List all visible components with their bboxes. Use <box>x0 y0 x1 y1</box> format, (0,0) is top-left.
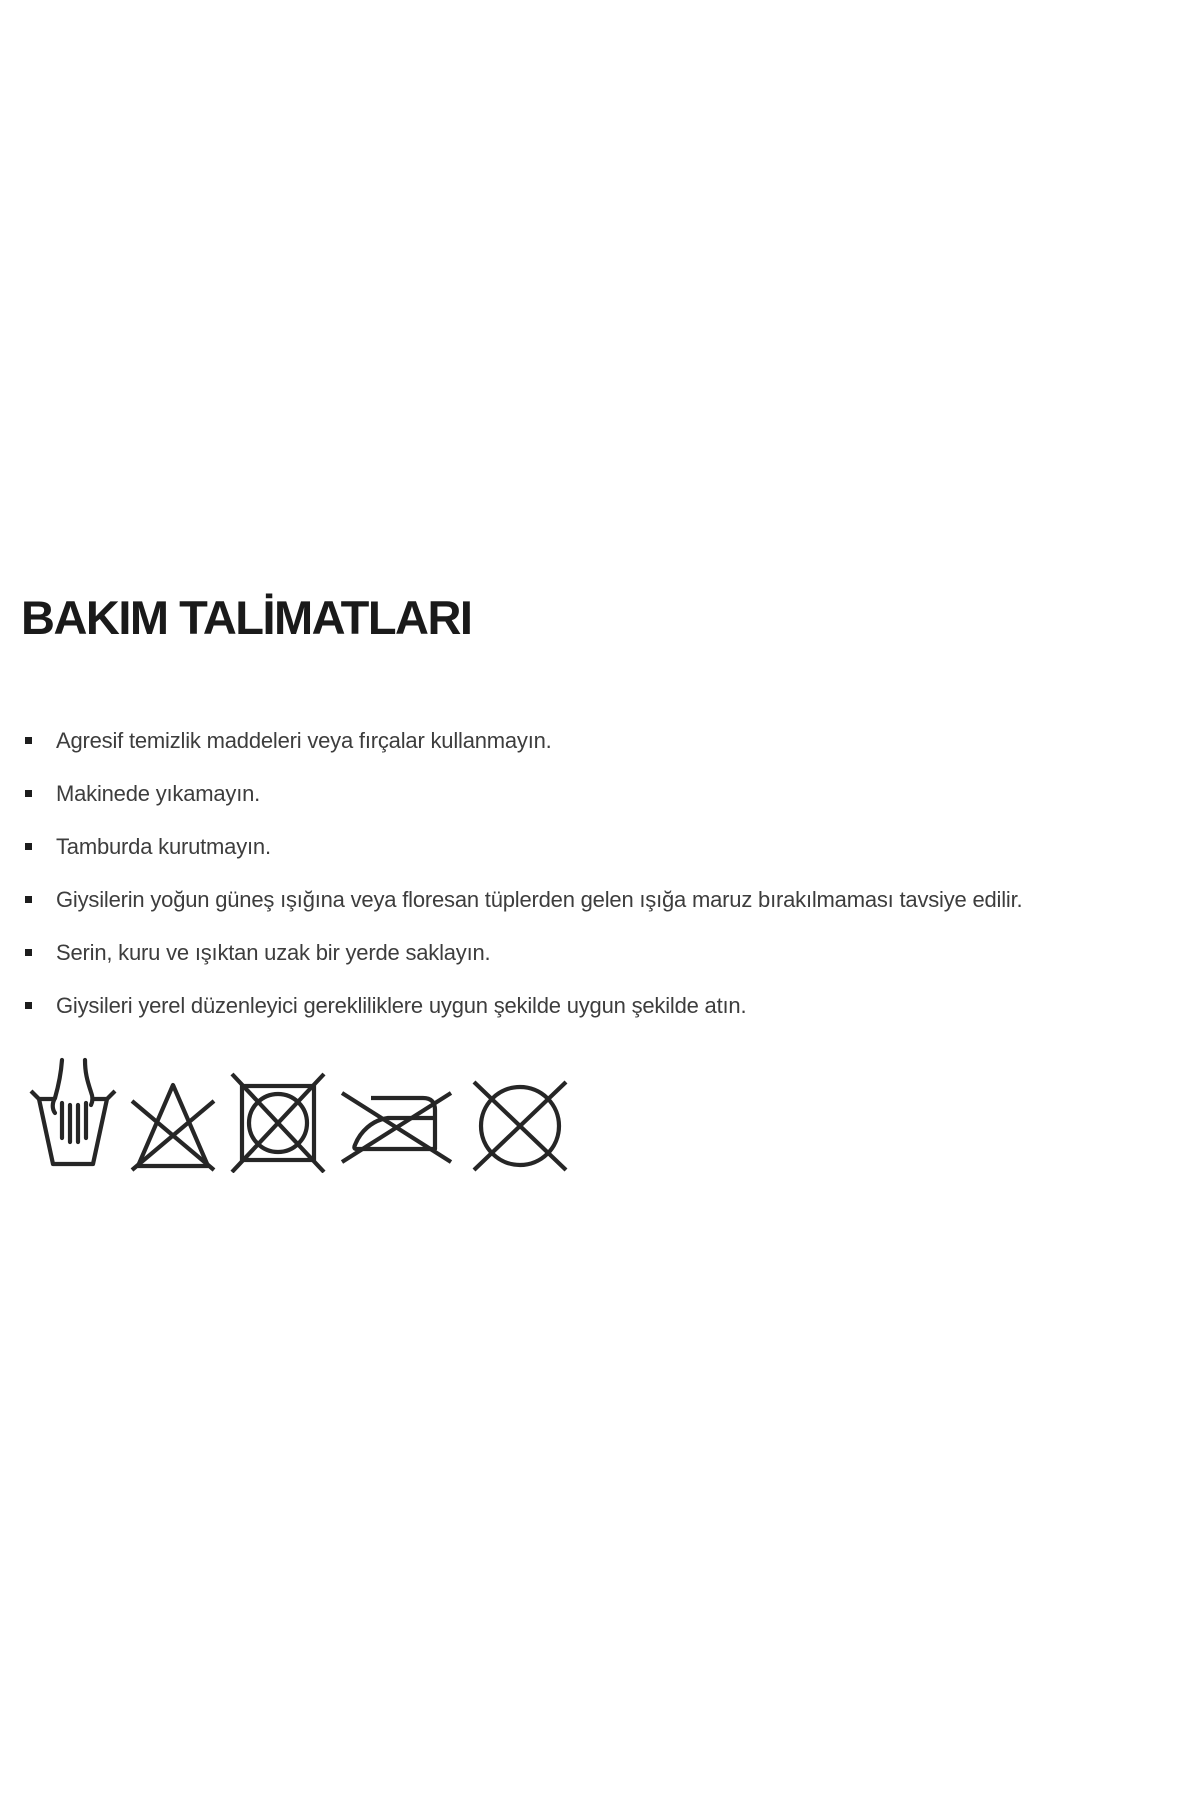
do-not-dry-clean-icon <box>463 1048 577 1173</box>
page-title: BAKIM TALİMATLARI <box>21 591 472 644</box>
list-item <box>25 780 1195 808</box>
laundry-symbols-row <box>27 1048 577 1173</box>
do-not-iron-icon <box>337 1048 455 1173</box>
bullet-square-icon <box>25 949 32 956</box>
list-item <box>25 992 1195 1020</box>
list-item-text: Serin, kuru ve ışıktan uzak bir yerde saklayın. <box>56 940 491 965</box>
hand-wash-icon <box>27 1048 119 1173</box>
bullet-square-icon <box>25 843 32 850</box>
do-not-tumble-dry-icon <box>227 1048 329 1173</box>
list-item-text: Giysileri yerel düzenleyici gerekliliklere uygun şekilde uygun şekilde atın. <box>56 993 747 1018</box>
bullet-square-icon <box>25 1002 32 1009</box>
do-not-bleach-icon <box>127 1048 219 1173</box>
list-item <box>25 939 1195 967</box>
bullet-square-icon <box>25 790 32 797</box>
list-item <box>25 727 1195 755</box>
bullet-square-icon <box>25 896 32 903</box>
bullet-square-icon <box>25 737 32 744</box>
list-item-text: Makinede yıkamayın. <box>56 781 261 806</box>
list-item <box>25 833 1195 861</box>
list-item-text: Tamburda kurutmayın. <box>56 834 271 859</box>
list-item-text: Giysilerin yoğun güneş ışığına veya floresan tüplerden gelen ışığa maruz bırakılmaması tavsiye edilir. <box>56 887 1023 912</box>
care-instructions-list <box>25 727 1195 1045</box>
list-item-text: Agresif temizlik maddeleri veya fırçalar kullanmayın. <box>56 728 552 753</box>
list-item <box>25 886 1195 914</box>
